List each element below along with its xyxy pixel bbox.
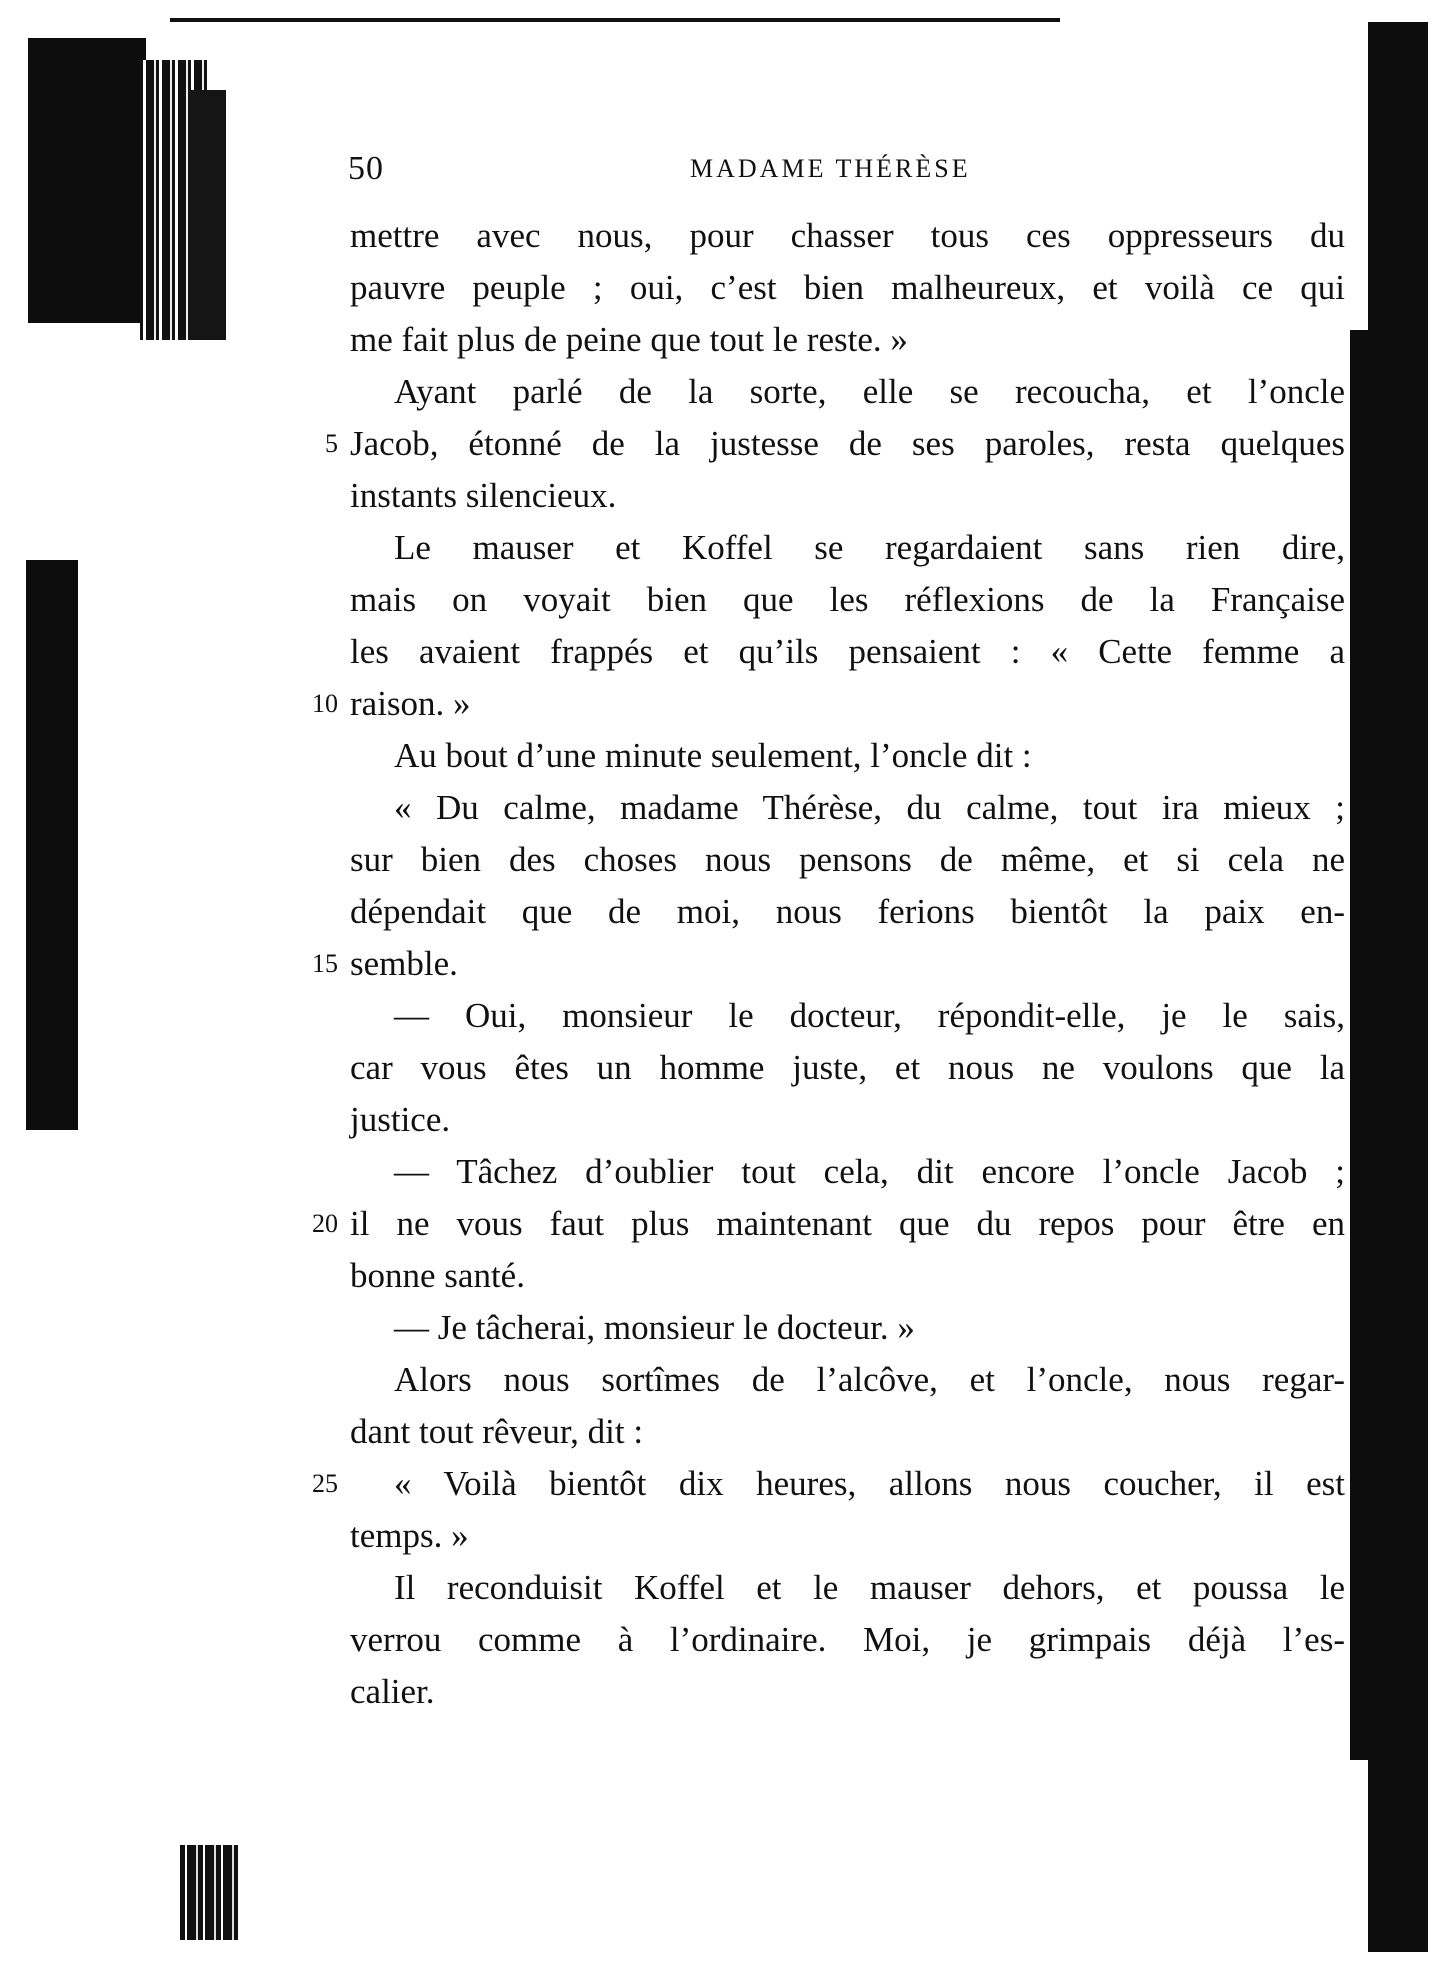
text-line: 15 semble. xyxy=(350,938,1345,990)
text-line: — Oui, monsieur le docteur, répondit-elle, je le sais, xyxy=(394,996,1345,1035)
text-line: me fait plus de peine que tout le reste. » xyxy=(350,320,908,359)
text-line: instants silencieux. xyxy=(350,476,617,515)
text-line: les avaient frappés et qu’ils pensaient : « Cette femme a xyxy=(350,632,1345,671)
running-title: MADAME THÉRÈSE xyxy=(690,154,971,183)
scan-shadow-right xyxy=(1368,22,1428,1952)
text-line: calier. xyxy=(350,1672,435,1711)
text-line: mais on voyait bien que les réflexions de la Française xyxy=(350,580,1345,619)
text-line: sur bien des choses nous pensons de même, et si cela ne xyxy=(350,840,1345,879)
scan-shadow-left-top-edge xyxy=(188,90,226,340)
scan-edge-top xyxy=(170,18,1060,22)
text-line: bonne santé. xyxy=(350,1256,525,1295)
text-line: 5 Jacob, étonné de la justesse de ses paroles, resta quelques xyxy=(350,418,1345,470)
scan-shadow-right-inner xyxy=(1350,330,1374,1760)
text-line: Il reconduisit Koffel et le mauser dehors, et poussa le xyxy=(394,1568,1345,1607)
text-line: — Je tâcherai, monsieur le docteur. » xyxy=(394,1308,915,1347)
text-line: car vous êtes un homme juste, et nous ne voulons que la xyxy=(350,1048,1345,1087)
text-line: 10 raison. » xyxy=(350,678,1345,730)
text-line: justice. xyxy=(350,1100,451,1139)
text-line: Alors nous sortîmes de l’alcôve, et l’oncle, nous regar- xyxy=(394,1360,1345,1399)
text-line: temps. » xyxy=(350,1516,469,1555)
line-number: 5 xyxy=(325,429,338,458)
line-number: 25 xyxy=(312,1469,338,1498)
page-number: 50 xyxy=(348,150,384,187)
text-line: dépendait que de moi, nous ferions bientôt la paix en- xyxy=(350,892,1345,931)
text-line: 25 « Voilà bientôt dix heures, allons nous coucher, il est xyxy=(350,1458,1345,1510)
line-number: 15 xyxy=(312,949,338,978)
line-number: 20 xyxy=(312,1209,338,1238)
text-line: pauvre peuple ; oui, c’est bien malheureux, et voilà ce qui xyxy=(350,268,1345,307)
text-line: — Tâchez d’oublier tout cela, dit encore l’oncle Jacob ; xyxy=(394,1152,1345,1191)
text-line: Au bout d’une minute seulement, l’oncle dit : xyxy=(394,736,1032,775)
page-body xyxy=(312,210,1345,1718)
text-line: verrou comme à l’ordinaire. Moi, je grimpais déjà l’es- xyxy=(350,1620,1345,1659)
running-head xyxy=(348,150,1348,190)
text-line: Le mauser et Koffel se regardaient sans rien dire, xyxy=(394,528,1345,567)
scan-shadow-left-top xyxy=(28,38,146,323)
line-number: 10 xyxy=(312,689,338,718)
scan-shadow-left-middle xyxy=(26,560,78,1130)
text-line: mettre avec nous, pour chasser tous ces oppresseurs du xyxy=(350,216,1345,255)
scan-shadow-left-bottom xyxy=(180,1845,238,1940)
text-line: dant tout rêveur, dit : xyxy=(350,1412,644,1451)
text-line: Ayant parlé de la sorte, elle se recoucha, et l’oncle xyxy=(394,372,1345,411)
text-line: « Du calme, madame Thérèse, du calme, tout ira mieux ; xyxy=(394,788,1345,827)
text-line: 20 il ne vous faut plus maintenant que du repos pour être en xyxy=(350,1198,1345,1250)
